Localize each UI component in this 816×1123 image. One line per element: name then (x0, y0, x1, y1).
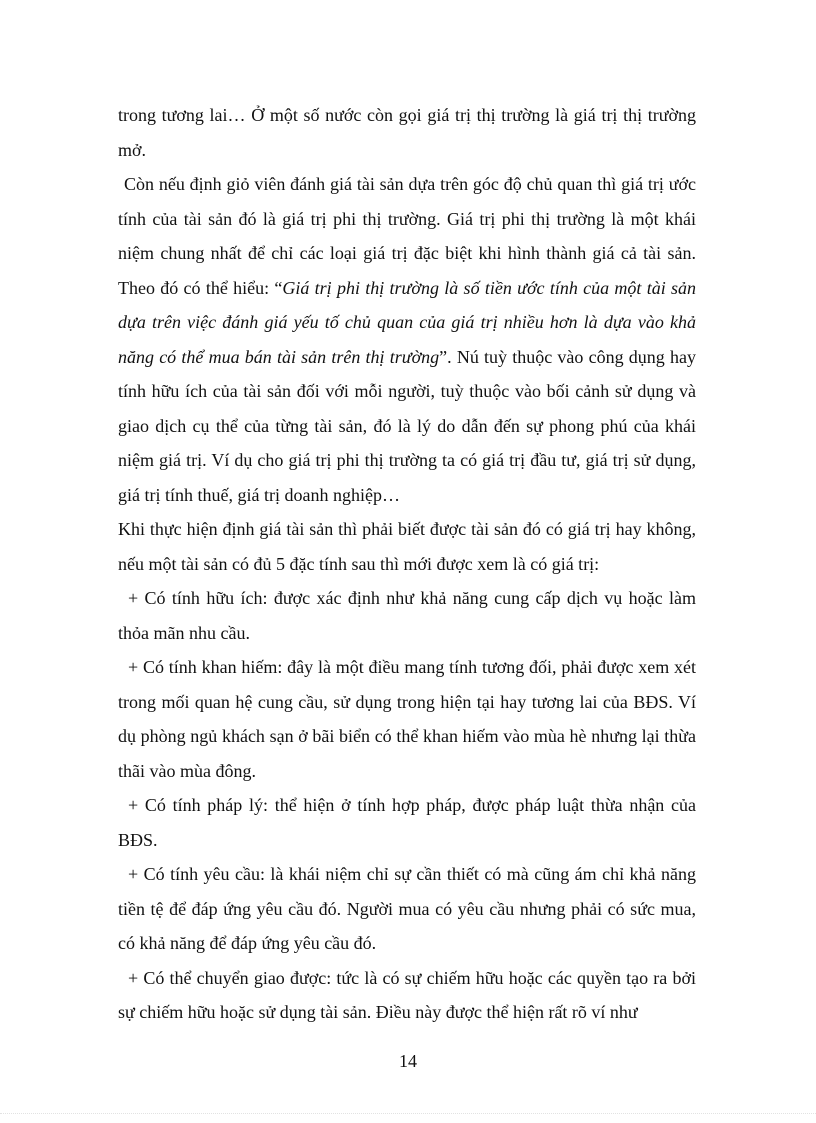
list-item-legality: + Có tính pháp lý: thể hiện ở tính hợp pháp, được pháp luật thừa nhận của BĐS. (118, 795, 696, 850)
list-item-demand: + Có tính yêu cầu: là khái niệm chỉ sự cần thiết có mà cũng ám chỉ khả năng tiền tệ để đáp ứng yêu cầu đó. Người mua có yêu cầu nhưng phải có sức mua, có khả năng để đáp ứng yêu cầu đó. (118, 864, 696, 953)
list-item-transferability: + Có thể chuyển giao được: tức là có sự chiếm hữu hoặc các quyền tạo ra bởi sự chiếm hữu hoặc sử dụng tài sản. Điều này được thể hiện rất rõ ví như (118, 967, 696, 1022)
list-item-scarcity: + Có tính khan hiếm: đây là một điều mang tính tương đối, phải được xem xét trong mối quan hệ cung cầu, sử dụng trong hiện tại hay tương lai của BĐS. Ví dụ phòng ngủ khách sạn ở bãi biển có thể khan hiếm vào mùa hè nhưng lại thừa thãi vào mùa đông. (118, 657, 696, 781)
paragraph-text: ”. Nú tuỳ thuộc vào công dụng hay tính hữu ích của tài sản đối với mỗi người, tuỳ thuộc vào bối cảnh sử dụng và giao dịch cụ thể của từng tài sản, đó là lý do dẫn đến sự phong phú của khái niệm giá trị. Ví dụ cho giá trị phi thị trường ta có giá trị đầu tư, giá trị sử dụng, giá trị tính thuế, giá trị doanh nghiệp… (118, 346, 696, 505)
paragraph-text: Còn nếu định giỏ viên đánh giá tài sản dựa trên góc độ chủ quan thì giá trị ước tính của tài sản đó là giá trị phi thị trường. Giá trị phi thị trường là một khái niệm chung nhất để chỉ các loại giá trị đặc biệt khi hình thành giá cả tài sản. Theo đó có thể hiểu: “ (118, 174, 696, 298)
footer-divider (0, 1113, 816, 1114)
paragraph-five-characteristics: Khi thực hiện định giá tài sản thì phải biết được tài sản đó có giá trị hay không, nếu một tài sản có đủ 5 đặc tính sau thì mới được xem là có giá trị: (118, 519, 696, 574)
list-item-usefulness: + Có tính hữu ích: được xác định như khả năng cung cấp dịch vụ hoặc làm thỏa mãn nhu cầu. (118, 588, 696, 643)
non-market-value-definition: Giá trị phi thị trường là số tiền ước tính của một tài sản dựa trên việc đánh giá yếu tố chủ quan của giá trị nhiều hơn là dựa vào khả năng có thể mua bán tài sản trên thị trường (118, 277, 696, 367)
paragraph-continuation: trong tương lai… Ở một số nước còn gọi giá trị thị trường là giá trị thị trường mở. (118, 105, 696, 160)
page-body (118, 98, 696, 1030)
paragraph-non-market-value (118, 167, 696, 512)
page-number: 14 (399, 1051, 417, 1071)
